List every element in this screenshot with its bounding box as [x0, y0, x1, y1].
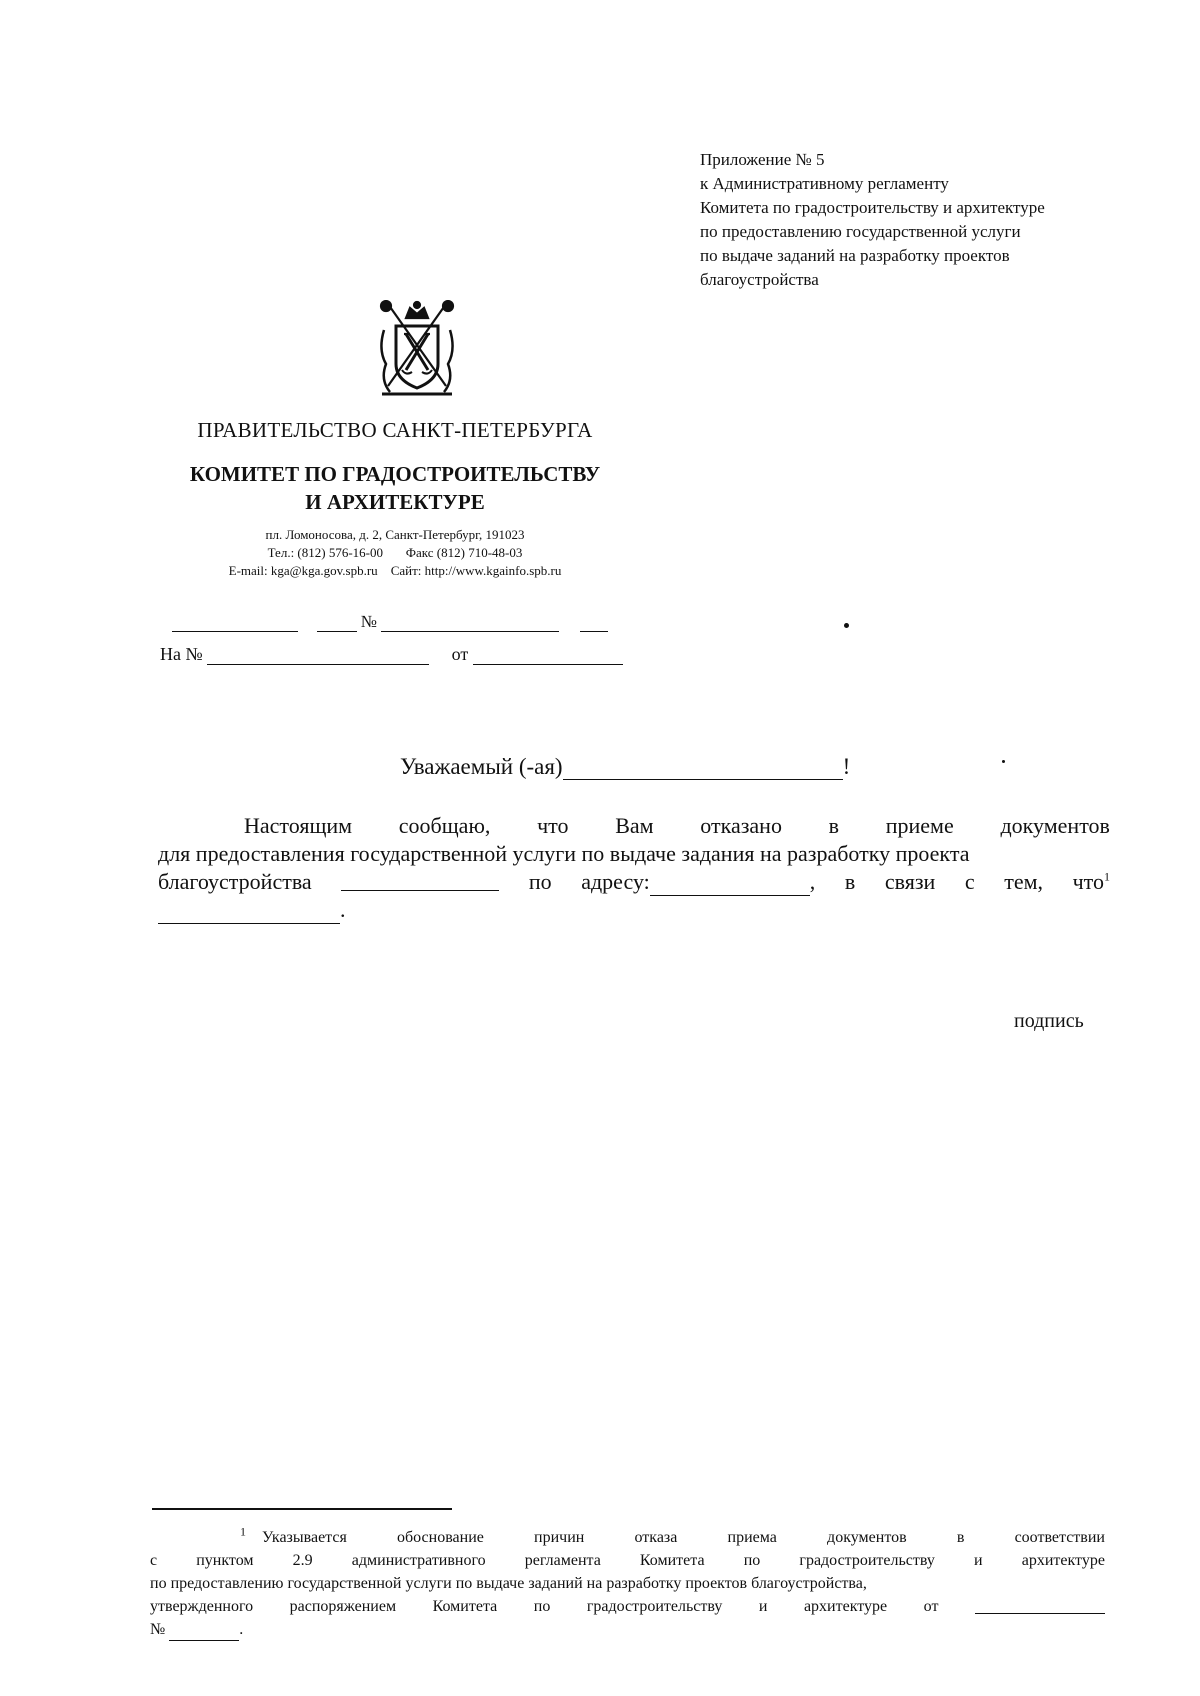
reply-date-blank [473, 646, 623, 665]
body-word: Вам [615, 813, 654, 838]
body-word: в [828, 813, 840, 838]
body-line [158, 840, 1110, 868]
body-word: Настоящим [244, 813, 353, 838]
body-word: Комитета [432, 1598, 498, 1615]
from-label: от [451, 644, 469, 664]
body-word: по [743, 1552, 761, 1569]
reply-number-blank [207, 646, 429, 665]
appendix-line: по предоставлению государственной услуги [700, 222, 1021, 241]
body-word: с [964, 869, 975, 894]
address-field: адресу: , [581, 869, 816, 894]
greeting-text: Уважаемый (-ая) [400, 754, 563, 779]
addressee-blank [563, 757, 843, 780]
body-line [158, 812, 1110, 840]
body-word: архитектуре [803, 1598, 888, 1615]
body-word: утвержденного [150, 1598, 254, 1615]
appendix-line: по выдаче заданий на разработку проектов [700, 246, 1010, 265]
coat-of-arms-icon [376, 300, 458, 398]
footnote-reference: 1 [1104, 869, 1110, 884]
number-blank [580, 613, 608, 632]
body-word: документов [827, 1529, 907, 1546]
footnote [150, 1526, 1105, 1641]
stray-mark [1002, 760, 1005, 763]
body-word: $^1$ Указывается [240, 1524, 347, 1546]
stray-mark [844, 623, 849, 628]
body-word: отказа [634, 1529, 678, 1546]
body-word: по [533, 1598, 551, 1615]
number-blank [381, 613, 559, 632]
body-word: что$^1$ [1072, 869, 1110, 894]
committee-contacts [150, 526, 640, 580]
incoming-reference [160, 644, 623, 665]
body-word: градостроительству [799, 1552, 935, 1569]
fax: Факс (812) 710-48-03 [405, 545, 523, 560]
outgoing-registration [172, 612, 608, 632]
body-word: в [956, 1529, 965, 1546]
footnote-line: № . [150, 1618, 1105, 1641]
greeting [400, 754, 850, 780]
appendix-note [700, 148, 1140, 292]
footnote-line [150, 1549, 1105, 1572]
body-word: документов [1000, 813, 1110, 838]
body-word: по [528, 869, 552, 894]
body-word: соответствии [1014, 1529, 1105, 1546]
number-sign: № [360, 612, 377, 631]
address-blank [650, 873, 810, 896]
site: Сайт: http://www.kgainfo.spb.ru [390, 563, 562, 578]
footnote-line [150, 1572, 1105, 1595]
committee-name-line2: И АРХИТЕКТУРЕ [305, 490, 485, 514]
body-word: регламента [524, 1552, 601, 1569]
committee-name-line1: КОМИТЕТ ПО ГРАДОСТРОИТЕЛЬСТВУ [189, 462, 601, 486]
number-sign: № [150, 1621, 166, 1638]
footnote-mark: 1 [240, 1524, 246, 1539]
body-word: в [844, 869, 856, 894]
date-blank [172, 613, 298, 632]
footnote-line [150, 1526, 1105, 1549]
footnote-line [150, 1595, 1105, 1618]
body-word: распоряжением [289, 1598, 397, 1615]
reason-blank [158, 899, 340, 924]
signature-label: подпись [1014, 1010, 1084, 1032]
body-word: тем, [1004, 869, 1044, 894]
phone: Тел.: (812) 576-16-00 [267, 545, 383, 560]
appendix-line: к Административному регламенту [700, 174, 949, 193]
order-number-blank [169, 1622, 239, 1641]
body-word: обоснование [397, 1529, 484, 1546]
appendix-line: Приложение № 5 [700, 150, 825, 169]
body-line [158, 868, 1110, 896]
order-date-blank [975, 1595, 1105, 1614]
footnote-separator [152, 1508, 452, 1510]
reply-label: На № [160, 644, 203, 664]
body-word: приеме [885, 813, 954, 838]
body-word: административного [351, 1552, 486, 1569]
body-text: по предоставлению государственной услуги по выдаче заданий на разработку проектов благоустройства, [150, 1575, 867, 1592]
appendix-line: Комитета по градостроительству и архитектуре [700, 198, 1045, 217]
body-word: что [537, 813, 569, 838]
object-blank [341, 868, 499, 891]
greeting-end: ! [842, 754, 851, 779]
body-word: от [923, 1598, 939, 1615]
body-word: приема [727, 1529, 777, 1546]
body-word: и [758, 1598, 768, 1615]
government-name: ПРАВИТЕЛЬСТВО САНКТ-ПЕТЕРБУРГА [197, 418, 593, 442]
address-line: пл. Ломоносова, д. 2, Санкт-Петербург, 191023 [265, 527, 525, 542]
body-word: Комитета [639, 1552, 705, 1569]
body-word: причин [534, 1529, 585, 1546]
email-site-line [150, 562, 640, 580]
body-word: отказано [700, 813, 782, 838]
phone-fax-line [150, 544, 640, 562]
body-word: градостроительству [586, 1598, 723, 1615]
body-word: архитектуре [1021, 1552, 1105, 1569]
body-word: с [150, 1552, 158, 1569]
committee-name [150, 460, 640, 516]
body-text: для предоставления государственной услуги по выдаче задания на разработку проекта [158, 841, 970, 866]
body-word: 2.9 [292, 1552, 313, 1569]
date-blank [317, 613, 357, 632]
body-line: . [158, 896, 1110, 924]
body-word: сообщаю, [398, 813, 491, 838]
email: E-mail: kga@kga.gov.spb.ru [228, 563, 378, 578]
body-word: благоустройства [158, 869, 312, 894]
appendix-line: благоустройства [700, 270, 819, 289]
body-word: пунктом [196, 1552, 254, 1569]
letter-body [158, 812, 1110, 924]
body-word: связи [884, 869, 936, 894]
body-word: и [974, 1552, 983, 1569]
